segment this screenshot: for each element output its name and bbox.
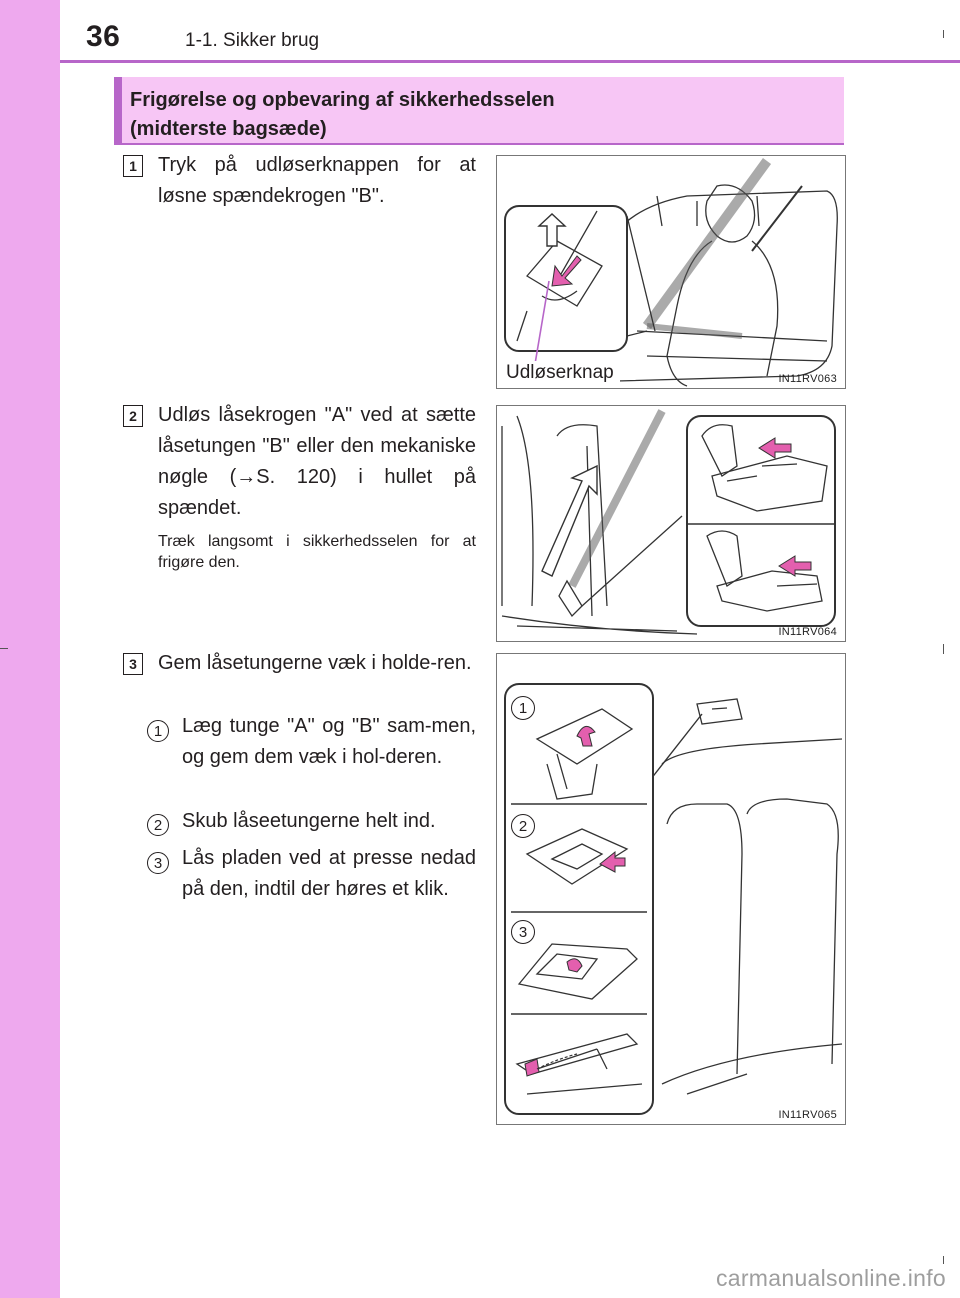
crop-mark [943,644,944,654]
figure-seatbelt-release [496,155,846,389]
substep-number-2: 2 [147,814,169,836]
header-rule [60,60,960,63]
seatbelt-stowing-illustration [497,654,845,1124]
heading-accent-bar [114,77,122,143]
section-title: 1-1. Sikker brug [185,30,320,51]
figure-1-code: IN11RV063 [778,373,837,385]
substep-number-1: 1 [147,720,169,742]
figure-seatbelt-stowing [496,653,846,1125]
step-number-1: 1 [123,155,143,177]
substep-2-text: Skub låseetungerne helt ind. [182,810,436,832]
step-3-text: Gem låsetungerne væk i holde-ren. [158,652,472,674]
figure-3-panel-label-1: 1 [511,696,535,720]
crop-mark [943,1256,944,1264]
crop-mark [943,30,944,38]
step-number-3: 3 [123,653,143,675]
side-strip [0,0,60,1298]
step-2-note: Træk langsomt i sikkerhedsselen for at frigøre den. [158,533,476,571]
step-2-text: Udløs låsekrogen "A" ved at sætte låsetungen "B" eller den mekaniske nøgle (→S. 120) i hullet på spændet. [158,404,476,519]
substep-number-3: 3 [147,852,169,874]
figure-3-code: IN11RV065 [778,1109,837,1121]
figure-2-code: IN11RV064 [778,626,837,638]
heading-line-1: Frigørelse og opbevaring af sikkerhedsselen [130,89,555,111]
figure-3-panel-label-3: 3 [511,920,535,944]
page-number: 36 [86,20,121,53]
figure-seatbelt-unlock [496,405,846,642]
seatbelt-release-illustration [497,156,845,388]
step-1-text: Tryk på udløserknappen for at løsne spændekrogen "B". [158,154,476,207]
substep-3-text: Lås pladen ved at presse nedad på den, indtil der høres et klik. [182,847,476,900]
seatbelt-unlock-illustration [497,406,845,641]
figure-1-callout: Udløserknap [506,361,620,384]
figure-3-panel-label-2: 2 [511,814,535,838]
substep-1-text: Læg tunge "A" og "B" sam-men, og gem dem væk i hol-deren. [182,715,476,768]
step-number-2: 2 [123,405,143,427]
crop-mark [0,648,8,649]
watermark: carmanualsonline.info [715,1265,946,1291]
heading-line-2: (midterste bagsæde) [130,118,327,140]
section-heading [114,77,844,145]
